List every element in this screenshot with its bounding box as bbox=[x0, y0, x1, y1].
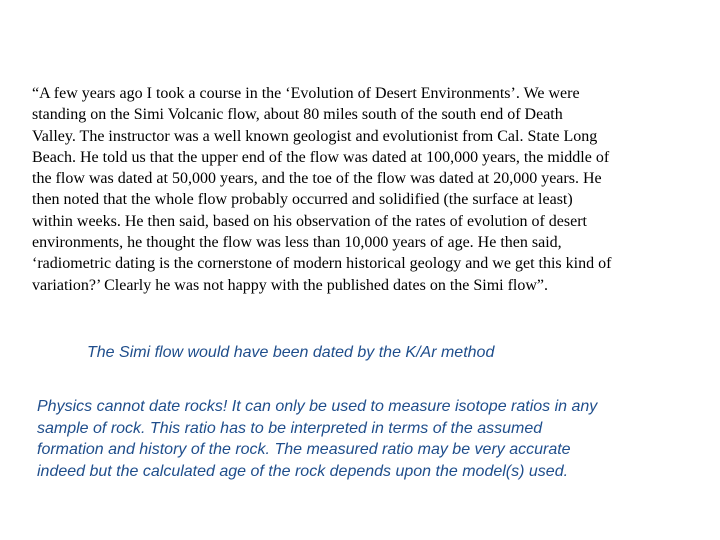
quote-line: Valley. The instructor was a well known geologist and evolutionist from Cal. State Long bbox=[32, 127, 598, 145]
physics-dating-note bbox=[37, 396, 697, 482]
physics-note-line: formation and history of the rock. The measured ratio may be very accurate bbox=[37, 441, 571, 458]
quote-line: within weeks. He then said, based on his observation of the rates of evolution of desert bbox=[32, 212, 587, 230]
quote-line: the flow was dated at 50,000 years, and the toe of the flow was dated at 20,000 years. He bbox=[32, 170, 602, 188]
quote-line: Beach. He told us that the upper end of the flow was dated at 100,000 years, the middle of bbox=[32, 148, 610, 166]
quote-line: then noted that the whole flow probably occurred and solidified (the surface at least) bbox=[32, 191, 573, 209]
physics-note-line: sample of rock. This ratio has to be interpreted in terms of the assumed bbox=[37, 419, 543, 437]
quote-line: standing on the Simi Volcanic flow, about 80 miles south of the south end of Death bbox=[32, 106, 563, 124]
quote-line: environments, he thought the flow was less than 10,000 years of age. He then said, bbox=[32, 234, 562, 252]
physics-note-line: Physics cannot date rocks! It can only be used to measure isotope ratios in any bbox=[37, 398, 598, 415]
geologist-quote bbox=[32, 83, 692, 296]
physics-note-line: indeed but the calculated age of the rock depends upon the model(s) used. bbox=[37, 462, 569, 480]
quote-line: “A few years ago I took a course in the ‘Evolution of Desert Environments’. We were bbox=[32, 85, 580, 102]
quote-line: ‘radiometric dating is the cornerstone of modern historical geology and we get this kind of bbox=[32, 255, 612, 273]
quote-line: variation?’ Clearly he was not happy with the published dates on the Simi flow”. bbox=[32, 276, 549, 294]
dating-method-note: The Simi flow would have been dated by the K/Ar method bbox=[87, 344, 495, 361]
